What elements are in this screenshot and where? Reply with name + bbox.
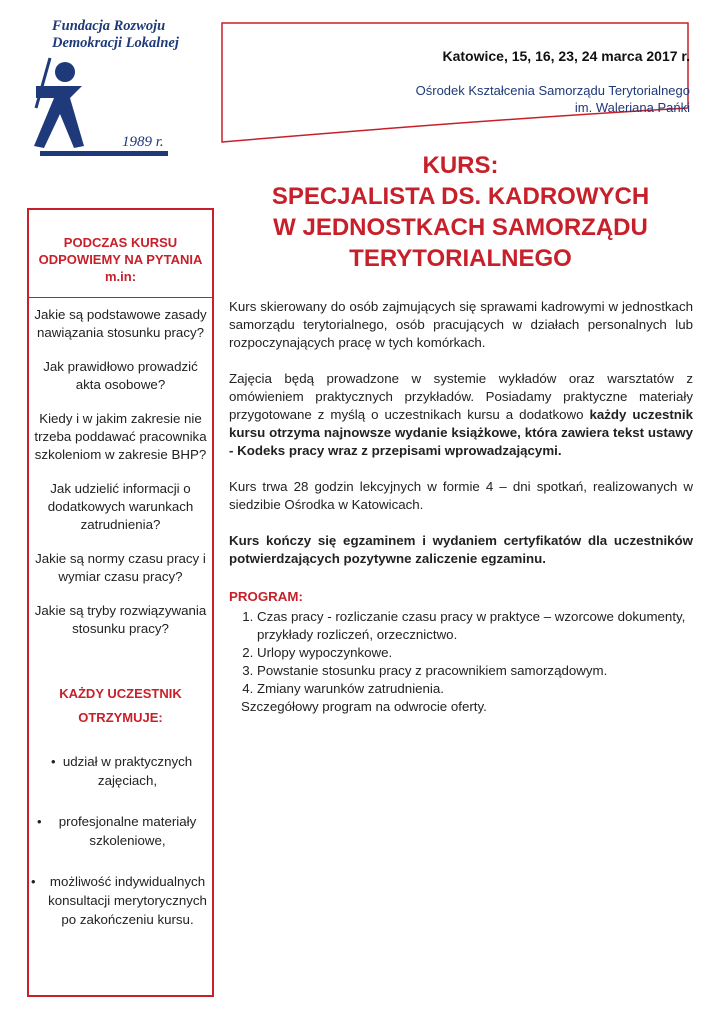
course-description	[229, 298, 693, 734]
course-title-line3: W JEDNOSTKACH SAMORZĄDU	[273, 214, 648, 241]
program-heading: PROGRAM:	[229, 589, 303, 604]
foundation-logo-name	[52, 18, 179, 52]
sidebar-question: Jakie są normy czasu pracy i wymiar czasu pracy?	[35, 551, 206, 584]
course-title-line2: SPECJALISTA DS. KADROWYCH	[271, 183, 650, 210]
course-title-line1: KURS:	[422, 152, 499, 179]
program-item: 1. Czas pracy - rozliczanie czasu pracy w praktyce – wzorcowe dokumenty, przykłady rozliczeń, orzecznictwo.	[257, 608, 693, 644]
sidebar-heading: PODCZAS KURSU ODPOWIEMY NA PYTANIA m.in:	[38, 235, 203, 284]
event-date: Katowice, 15, 16, 23, 24 marca 2017 r.	[442, 48, 690, 64]
logo-name-line1: Fundacja Rozwoju	[52, 18, 166, 34]
benefits-heading-line1: KAŻDY UCZESTNIK	[59, 686, 182, 701]
description-paragraph-4	[229, 532, 693, 568]
bullet-icon: •	[37, 814, 42, 829]
benefit-text: profesjonalne materiały szkoleniowe,	[58, 814, 197, 848]
course-title	[228, 150, 693, 274]
benefit-item	[29, 812, 212, 850]
program-note: Szczegółowy program na odwrocie oferty.	[241, 699, 487, 714]
event-place	[220, 82, 690, 116]
paragraph-2-text: Zajęcia będą prowadzone w systemie wykładów oraz warsztatów z omówieniem praktycznych przykładów. Posiadamy praktyczne materiały przygotowane z myślą o uczestnikach kursu a dodatkowo	[229, 371, 693, 422]
logo-year: 1989 r.	[122, 134, 164, 150]
bullet-icon: •	[51, 754, 56, 769]
description-paragraph-3: Kurs trwa 28 godzin lekcyjnych w formie 4 – dni spotkań, realizowanych w siedzibie Ośrodka w Katowicach.	[229, 479, 693, 512]
description-paragraph-1: Kurs skierowany do osób zajmujących się sprawami kadrowymi w jednostkach samorządu terytorialnego, osób pracujących w działach personalnych lub rozpoczynających pracę w tych komórkach.	[229, 299, 693, 350]
sidebar-divider	[29, 297, 212, 298]
logo-name-line2: Demokracji Lokalnej	[52, 35, 179, 51]
course-title-line4: TERYTORIALNEGO	[349, 245, 572, 272]
questions-sidebar	[27, 208, 214, 997]
description-paragraph-2	[229, 370, 693, 460]
event-place-line1: Ośrodek Kształcenia Samorządu Terytorialnego	[415, 83, 690, 98]
benefit-text: udział w praktycznych zajęciach,	[62, 754, 193, 788]
bullet-icon: •	[31, 874, 36, 889]
event-info-box	[220, 22, 690, 144]
benefits-heading-line2: OTRZYMUJE:	[78, 710, 163, 725]
benefit-text: możliwość indywidualnych konsultacji merytorycznych po zakończeniu kursu.	[48, 874, 207, 927]
logo-underline	[40, 151, 168, 156]
sidebar-question: Jak udzielić informacji o dodatkowych warunkach zatrudnienia?	[47, 481, 194, 532]
program-item: 2. Urlopy wypoczynkowe.	[257, 644, 693, 662]
paragraph-4-bold: Kurs kończy się egzaminem i wydaniem certyfikatów dla uczestników potwierdzających pozytywne zaliczenie egzaminu.	[229, 533, 693, 566]
program-list	[229, 608, 693, 698]
sidebar-question: Jakie są podstawowe zasady nawiązania stosunku pracy?	[34, 307, 207, 340]
event-place-line2: im. Waleriana Pańki	[574, 100, 690, 115]
benefit-item	[29, 752, 212, 790]
sidebar-question: Kiedy i w jakim zakresie nie trzeba poddawać pracownika szkoleniom w zakresie BHP?	[34, 411, 207, 462]
program-item: 3. Powstanie stosunku pracy z pracownikiem samorządowym.	[257, 662, 693, 680]
sidebar-benefits-heading	[29, 682, 212, 730]
foundation-logo-figure-icon	[30, 56, 90, 152]
paragraph-2-bold: każdy uczestnik kursu otrzyma najnowsze wydanie książkowe, która zawiera tekst ustawy - Kodeks pracy wraz z przepisami wprowadzającymi.	[229, 407, 693, 458]
sidebar-question: Jak prawidłowo prowadzić akta osobowe?	[43, 359, 198, 392]
benefit-item	[29, 872, 212, 929]
sidebar-question: Jakie są tryby rozwiązywania stosunku pracy?	[34, 603, 207, 636]
program-item: 4. Zmiany warunków zatrudnienia.	[257, 680, 693, 698]
